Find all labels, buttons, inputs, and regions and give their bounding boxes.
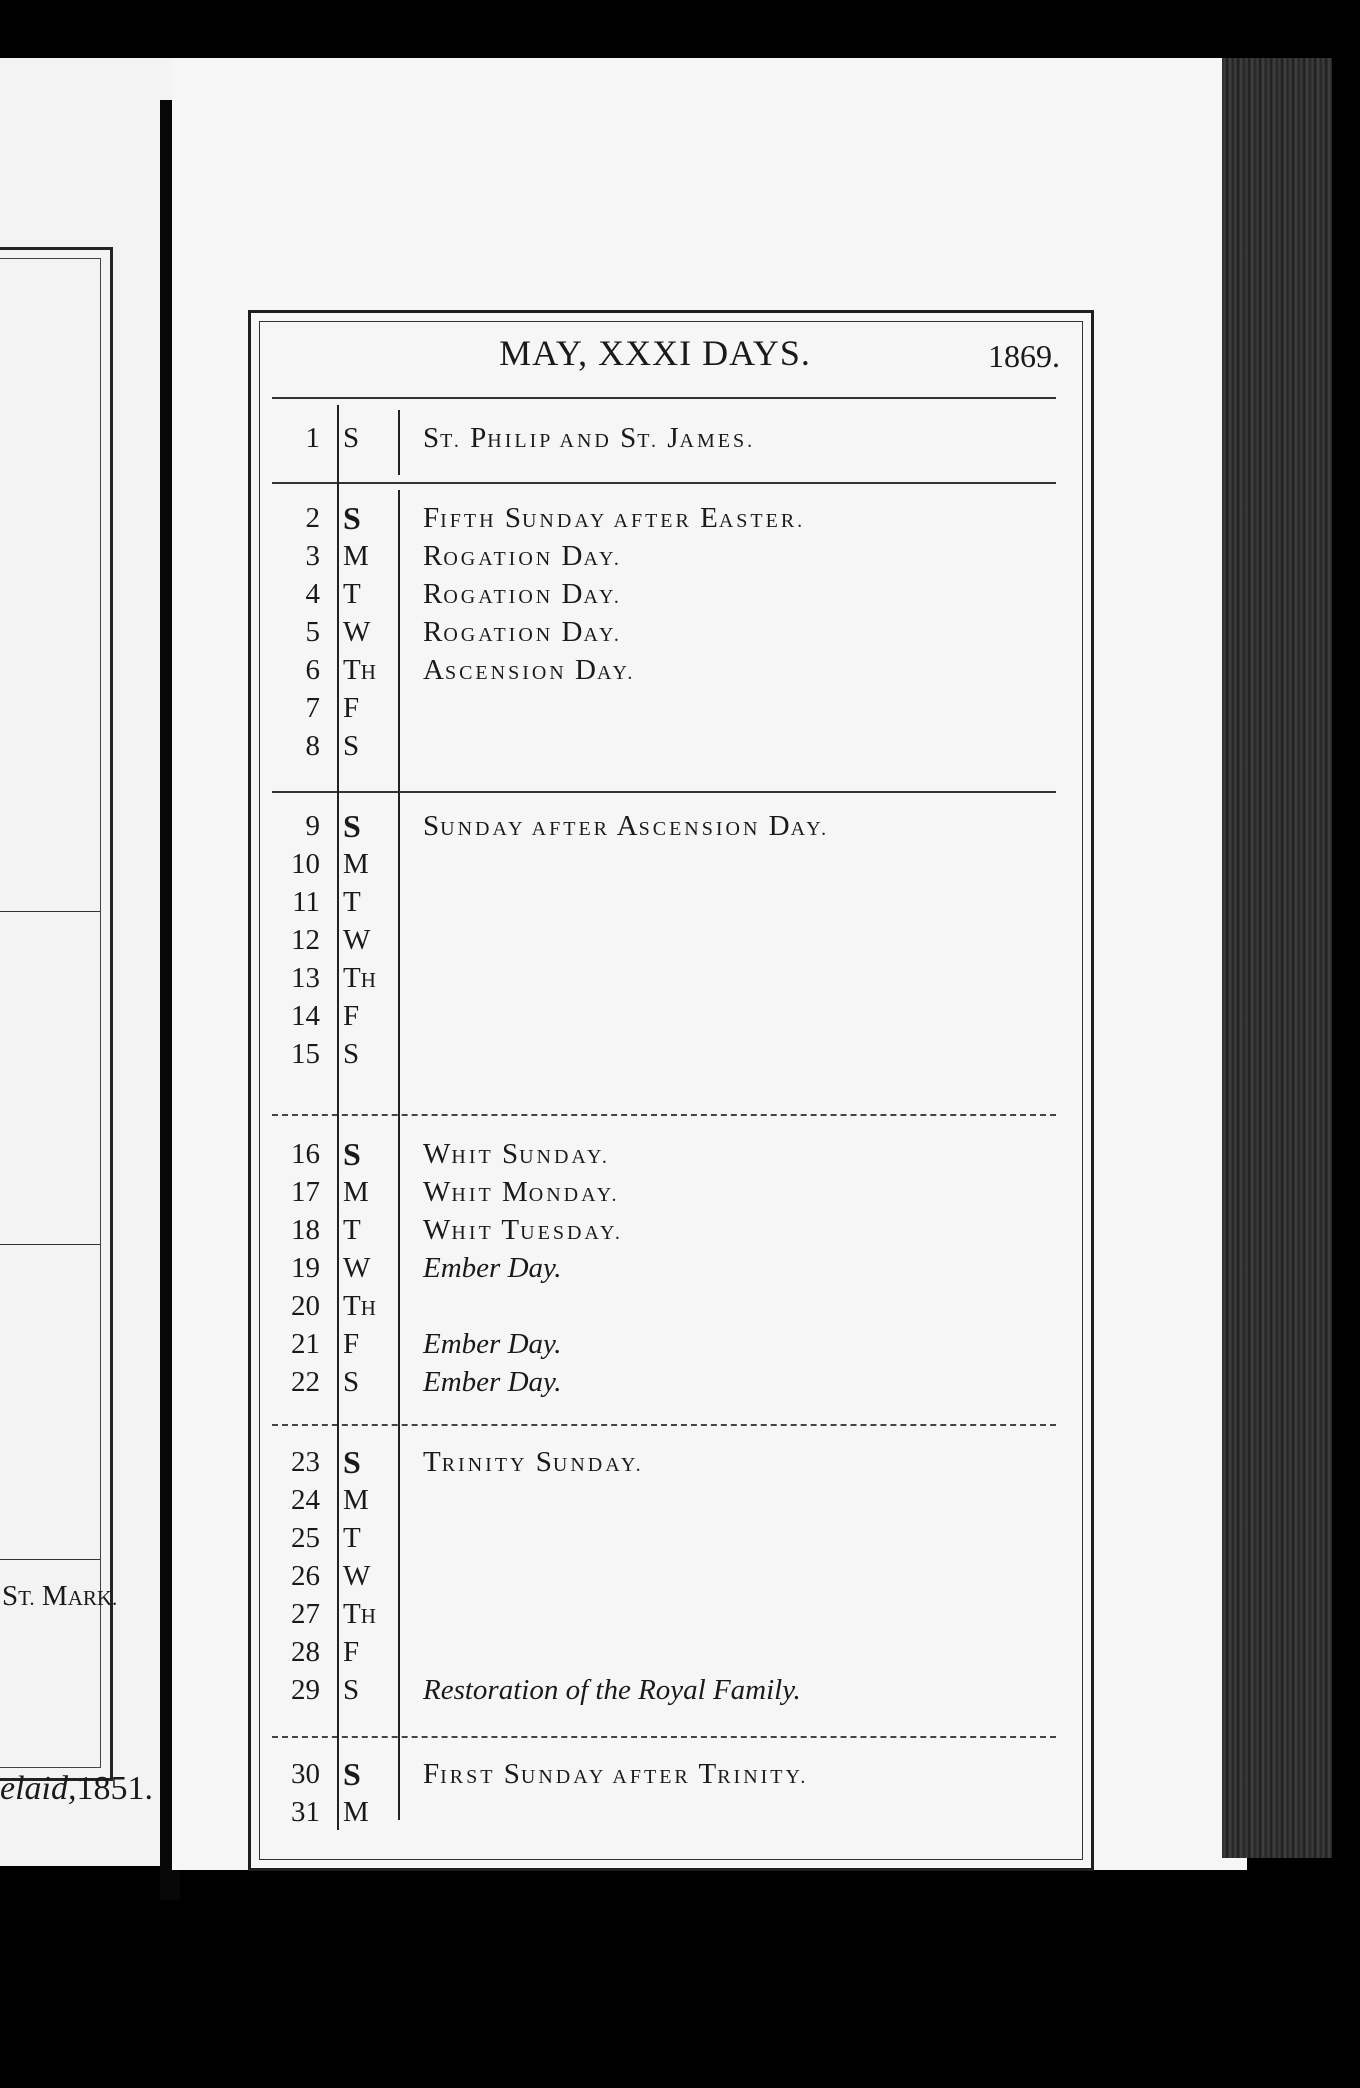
event-30: FIRST SUNDAY AFTER TRINITY. (423, 1758, 809, 1790)
day-number: 5 (305, 616, 320, 648)
event-4: ROGATION DAY. (423, 578, 622, 610)
event-17: WHIT MONDAY. (423, 1176, 620, 1208)
day-number: 26 (291, 1560, 320, 1592)
day-number: 1 (305, 422, 320, 454)
event-21: Ember Day. (423, 1328, 562, 1360)
day-number: 25 (291, 1522, 320, 1554)
weekday-letter: M (343, 848, 369, 880)
day-number: 27 (291, 1598, 320, 1630)
page-edges (1222, 58, 1332, 1858)
weekday-letter: W (343, 924, 371, 956)
day-number: 8 (305, 730, 320, 762)
weekday-letter: W (343, 616, 371, 648)
weekday-letter: S (343, 1444, 361, 1480)
week-separator (272, 1736, 1056, 1738)
weekday-letter: W (343, 1252, 371, 1284)
weekday-letter: TH (343, 962, 376, 994)
weekday-letter: F (343, 1000, 360, 1032)
weekday-letter: T (343, 578, 361, 610)
day-number: 4 (305, 578, 320, 610)
day-number: 3 (305, 540, 320, 572)
event-22: Ember Day. (423, 1366, 562, 1398)
event-29: Restoration of the Royal Family. (423, 1674, 801, 1706)
weekday-letter: M (343, 1484, 369, 1516)
weekday-letter: S (343, 730, 360, 762)
week-separator (272, 482, 1056, 484)
weekday-letter: M (343, 1176, 369, 1208)
weekday-letter: S (343, 1366, 360, 1398)
day-number: 24 (291, 1484, 320, 1516)
day-number: 19 (291, 1252, 320, 1284)
day-number: 13 (291, 962, 320, 994)
day-number: 9 (305, 810, 320, 842)
event-column-divider (398, 410, 400, 475)
event-9: SUNDAY AFTER ASCENSION DAY. (423, 810, 830, 842)
left-page-st-mark: ST. MARK. (2, 1580, 118, 1612)
event-5: ROGATION DAY. (423, 616, 622, 648)
day-number: 30 (291, 1758, 320, 1790)
event-3: ROGATION DAY. (423, 540, 622, 572)
week-separator (272, 1114, 1056, 1116)
day-number: 28 (291, 1636, 320, 1668)
day-number: 10 (291, 848, 320, 880)
year-label: 1869. (988, 338, 1060, 374)
event-6: ASCENSION DAY. (423, 654, 636, 686)
weekday-letter: F (343, 1328, 360, 1360)
weekday-letter: S (343, 1756, 361, 1792)
event-23: TRINITY SUNDAY. (423, 1446, 644, 1478)
day-number: 21 (291, 1328, 320, 1360)
left-page-frame (0, 247, 113, 1781)
weekday-letter: TH (343, 654, 376, 686)
left-rule (0, 911, 100, 912)
day-number: 29 (291, 1674, 320, 1706)
left-rule (0, 1244, 100, 1245)
day-number: 15 (291, 1038, 320, 1070)
event-2: FIFTH SUNDAY AFTER EASTER. (423, 502, 806, 534)
day-number: 2 (305, 502, 320, 534)
day-number: 6 (305, 654, 320, 686)
event-column-divider (398, 490, 400, 1820)
weekday-letter: F (343, 1636, 360, 1668)
day-column-divider (337, 405, 339, 1830)
event-19: Ember Day. (423, 1252, 562, 1284)
event-1: ST. PHILIP AND ST. JAMES. (423, 422, 756, 454)
week-separator (272, 791, 1056, 793)
left-page-inner-frame (0, 258, 101, 1768)
header-rule (272, 397, 1056, 399)
week-separator (272, 1424, 1056, 1426)
weekday-letter: T (343, 1214, 361, 1246)
weekday-letter: TH (343, 1598, 376, 1630)
calendar-frame (248, 310, 1094, 1871)
weekday-letter: S (343, 1038, 360, 1070)
event-16: WHIT SUNDAY. (423, 1138, 610, 1170)
weekday-letter: T (343, 886, 361, 918)
weekday-letter: S (343, 500, 361, 536)
day-number: 23 (291, 1446, 320, 1478)
day-number: 16 (291, 1138, 320, 1170)
left-page-laid-text: elaid,1851. (0, 1770, 153, 1807)
calendar-inner-frame (259, 321, 1083, 1860)
weekday-letter: M (343, 540, 369, 572)
weekday-letter: S (343, 1674, 360, 1706)
day-number: 18 (291, 1214, 320, 1246)
month-title: MAY, XXXI DAYS. (499, 333, 811, 373)
day-number: 31 (291, 1796, 320, 1828)
weekday-letter: W (343, 1560, 371, 1592)
day-number: 7 (305, 692, 320, 724)
day-number: 12 (291, 924, 320, 956)
weekday-letter: F (343, 692, 360, 724)
weekday-letter: T (343, 1522, 361, 1554)
weekday-letter: TH (343, 1290, 376, 1322)
weekday-letter: S (343, 808, 361, 844)
day-number: 11 (292, 886, 320, 918)
day-number: 20 (291, 1290, 320, 1322)
day-number: 14 (291, 1000, 320, 1032)
event-18: WHIT TUESDAY. (423, 1214, 623, 1246)
weekday-letter: S (343, 422, 360, 454)
day-number: 17 (291, 1176, 320, 1208)
weekday-letter: M (343, 1796, 369, 1828)
weekday-letter: S (343, 1136, 361, 1172)
left-rule (0, 1559, 100, 1560)
day-number: 22 (291, 1366, 320, 1398)
